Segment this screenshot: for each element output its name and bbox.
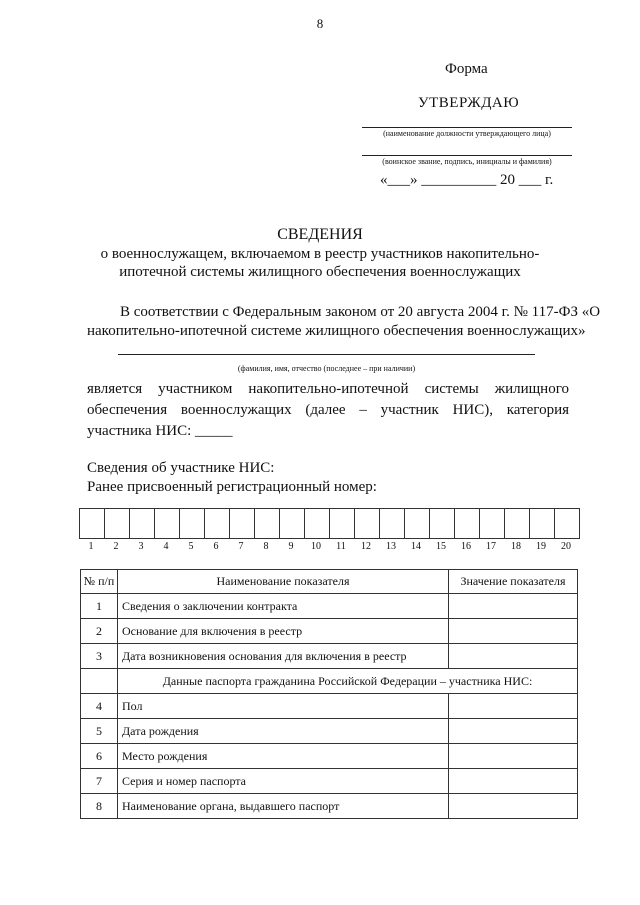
indicator-value[interactable]	[449, 744, 578, 769]
reg-cell[interactable]	[330, 509, 355, 539]
reg-cell-index: 12	[361, 541, 371, 552]
reg-cell[interactable]	[480, 509, 505, 539]
indicator-name: Наименование органа, выдавшего паспорт	[118, 794, 449, 819]
col-name-header: Наименование показателя	[118, 570, 449, 594]
reg-cell-index: 1	[88, 541, 94, 552]
para-line-2: обеспечения военнослужащих (далее – участник НИС), категория	[87, 402, 569, 418]
row-number: 3	[81, 644, 118, 669]
indicator-value[interactable]	[449, 619, 578, 644]
reg-cell[interactable]	[505, 509, 530, 539]
signature-caption: (воинское звание, подпись, инициалы и фамилия)	[382, 157, 552, 166]
reg-cell[interactable]	[130, 509, 155, 539]
table-header	[81, 570, 578, 594]
reg-cell[interactable]	[280, 509, 305, 539]
reg-cell[interactable]	[530, 509, 555, 539]
reg-cell-index: 14	[411, 541, 421, 552]
intro-line-2: накопительно-ипотечной системе жилищного обеспечения военнослужащих»	[87, 323, 586, 339]
row-number: 8	[81, 794, 118, 819]
reg-number-grid	[79, 508, 580, 539]
table-row	[81, 794, 578, 819]
reg-cell-index: 3	[138, 541, 144, 552]
subtitle-line-2: ипотечной системы жилищного обеспечения военнослужащих	[119, 264, 521, 280]
subtitle-line-1: о военнослужащем, включаемом в реестр участников накопительно-	[100, 246, 540, 262]
para-line-3: участника НИС: _____	[87, 423, 233, 439]
reg-cell[interactable]	[80, 509, 105, 539]
reg-cell-index: 9	[288, 541, 294, 552]
reg-cell[interactable]	[155, 509, 180, 539]
indicator-value[interactable]	[449, 794, 578, 819]
reg-cell[interactable]	[430, 509, 455, 539]
row-number: 7	[81, 769, 118, 794]
form-label: Форма	[445, 61, 488, 77]
approval-date: «___» __________ 20 ___ г.	[380, 172, 554, 188]
col-value-header: Значение показателя	[449, 570, 578, 594]
row-number: 5	[81, 719, 118, 744]
table-row	[81, 719, 578, 744]
reg-cell[interactable]	[205, 509, 230, 539]
table-row	[81, 644, 578, 669]
indicator-value[interactable]	[449, 694, 578, 719]
reg-cell-index: 11	[336, 541, 346, 552]
signature-line	[362, 155, 572, 156]
fio-line	[118, 354, 535, 355]
intro-line-1: В соответствии с Федеральным законом от 20 августа 2004 г. № 117-ФЗ «О	[120, 304, 601, 320]
indicator-name: Место рождения	[118, 744, 449, 769]
reg-cell-index: 15	[436, 541, 446, 552]
reg-cell-index: 8	[263, 541, 269, 552]
indicator-name: Основание для включения в реестр	[118, 619, 449, 644]
reg-cell-index: 5	[188, 541, 194, 552]
table-row	[81, 619, 578, 644]
data-table	[80, 569, 578, 819]
indicator-value[interactable]	[449, 644, 578, 669]
reg-cell[interactable]	[455, 509, 480, 539]
reg-cell[interactable]	[180, 509, 205, 539]
reg-cell[interactable]	[555, 509, 580, 539]
reg-cell[interactable]	[380, 509, 405, 539]
position-caption: (наименование должности утверждающего лица)	[383, 129, 551, 138]
approve-heading: УТВЕРЖДАЮ	[418, 95, 520, 111]
reg-cell[interactable]	[230, 509, 255, 539]
indicator-name: Дата возникновения основания для включения в реестр	[118, 644, 449, 669]
reg-cell-index: 16	[461, 541, 471, 552]
row-number: 4	[81, 694, 118, 719]
table-row	[81, 744, 578, 769]
position-line	[362, 127, 572, 128]
info-heading: Сведения об участнике НИС:	[87, 460, 275, 476]
table-row	[81, 769, 578, 794]
row-number: 2	[81, 619, 118, 644]
indicator-name: Дата рождения	[118, 719, 449, 744]
reg-cell-index: 18	[511, 541, 521, 552]
indicator-value[interactable]	[449, 594, 578, 619]
indicator-name: Сведения о заключении контракта	[118, 594, 449, 619]
reg-cell-index: 20	[561, 541, 571, 552]
document-title: СВЕДЕНИЯ	[277, 226, 363, 243]
indicator-name: Пол	[118, 694, 449, 719]
reg-number-label: Ранее присвоенный регистрационный номер:	[87, 479, 377, 495]
row-number: 1	[81, 594, 118, 619]
table-row	[81, 594, 578, 619]
reg-cell[interactable]	[405, 509, 430, 539]
reg-cell[interactable]	[105, 509, 130, 539]
reg-cell-index: 7	[238, 541, 244, 552]
reg-cell-index: 19	[536, 541, 546, 552]
reg-cell[interactable]	[355, 509, 380, 539]
passport-section-title: Данные паспорта гражданина Российской Федерации – участника НИС:	[118, 669, 578, 694]
reg-cell[interactable]	[305, 509, 330, 539]
fio-caption: (фамилия, имя, отчество (последнее – при наличии)	[237, 364, 416, 373]
reg-cell-index: 2	[113, 541, 119, 552]
indicator-value[interactable]	[449, 769, 578, 794]
passport-section-row	[81, 669, 578, 694]
indicator-value[interactable]	[449, 719, 578, 744]
col-number-header: № п/п	[81, 570, 118, 594]
indicator-name: Серия и номер паспорта	[118, 769, 449, 794]
page-number: 8	[316, 16, 324, 31]
reg-cell-index: 6	[213, 541, 219, 552]
reg-cell-index: 13	[386, 541, 396, 552]
para-line-1: является участником накопительно-ипотечной системы жилищного	[87, 381, 569, 397]
row-number: 6	[81, 744, 118, 769]
reg-cell-index: 17	[486, 541, 496, 552]
reg-cell[interactable]	[255, 509, 280, 539]
table-row	[81, 694, 578, 719]
reg-cell-index: 10	[311, 541, 321, 552]
reg-cell-index: 4	[163, 541, 169, 552]
